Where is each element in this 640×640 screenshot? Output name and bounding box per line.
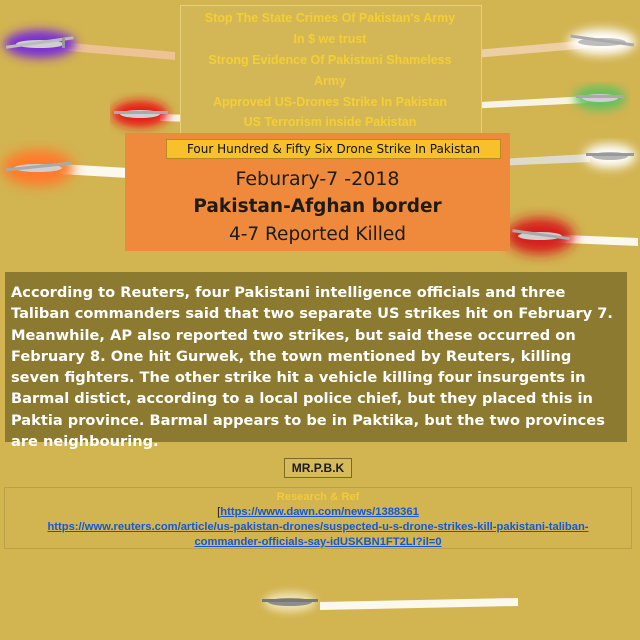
reference-bracket: [ (217, 506, 221, 518)
header-line-6: US Terrorism inside Pakistan (243, 115, 417, 129)
reference-link-reuters-part1[interactable]: https://www.reuters.com/article/us-pakistan-drones/suspected-u-s-drone-strikes-kill-pakistani-taliban- (47, 521, 589, 533)
header-line-1: Stop The State Crimes Of Pakistan's Army (204, 11, 456, 25)
story-paragraph (5, 272, 627, 451)
drone-purple-icon (0, 8, 180, 68)
drone-darkred-icon (500, 206, 640, 266)
strike-date: Feburary-7 -2018 (235, 168, 400, 190)
reference-link-reuters-part2[interactable]: commander-officials-say-idUSKBN1FT2LI?il=0 (194, 536, 442, 548)
reference-line-1 (5, 505, 631, 520)
drone-bottom-icon (250, 580, 520, 630)
strike-count-label: Four Hundred & Fifty Six Drone Strike In Pakistan (166, 139, 501, 159)
story-text: According to Reuters, four Pakistani intelligence officials and three Taliban commanders said that two separate US strikes hit on February 7. Meanwhile, AP also reported two strikes, but said these occurred on February 8. One hit Gurwek, the town mentioned by Reuters, killing seven fighters. The other strike hit a vehicle killing four insurgents in Barmal distict, according to a local police chief, but they placed this in Paktia province. Barmal appears to be in Paktika, but the two provinces are neighbouring. (11, 284, 613, 451)
strike-location: Pakistan-Afghan border (193, 196, 442, 217)
references-title: Research & Ref (276, 491, 360, 503)
author-signature: MR.P.B.K (284, 458, 352, 478)
header-line-3: Strong Evidence Of Pakistani Shameless (208, 53, 452, 67)
header-line-4: Army (314, 74, 346, 88)
references-box (4, 487, 632, 549)
header-line-5: Approved US-Drones Strike In Pakistan (212, 95, 448, 109)
casualty-count: 4-7 Reported Killed (228, 224, 407, 245)
reference-link-dawn[interactable]: https://www.dawn.com/news/1388361 (220, 506, 419, 518)
header-line-2: In $ we trust (293, 32, 367, 46)
drone-white-icon (470, 12, 640, 72)
